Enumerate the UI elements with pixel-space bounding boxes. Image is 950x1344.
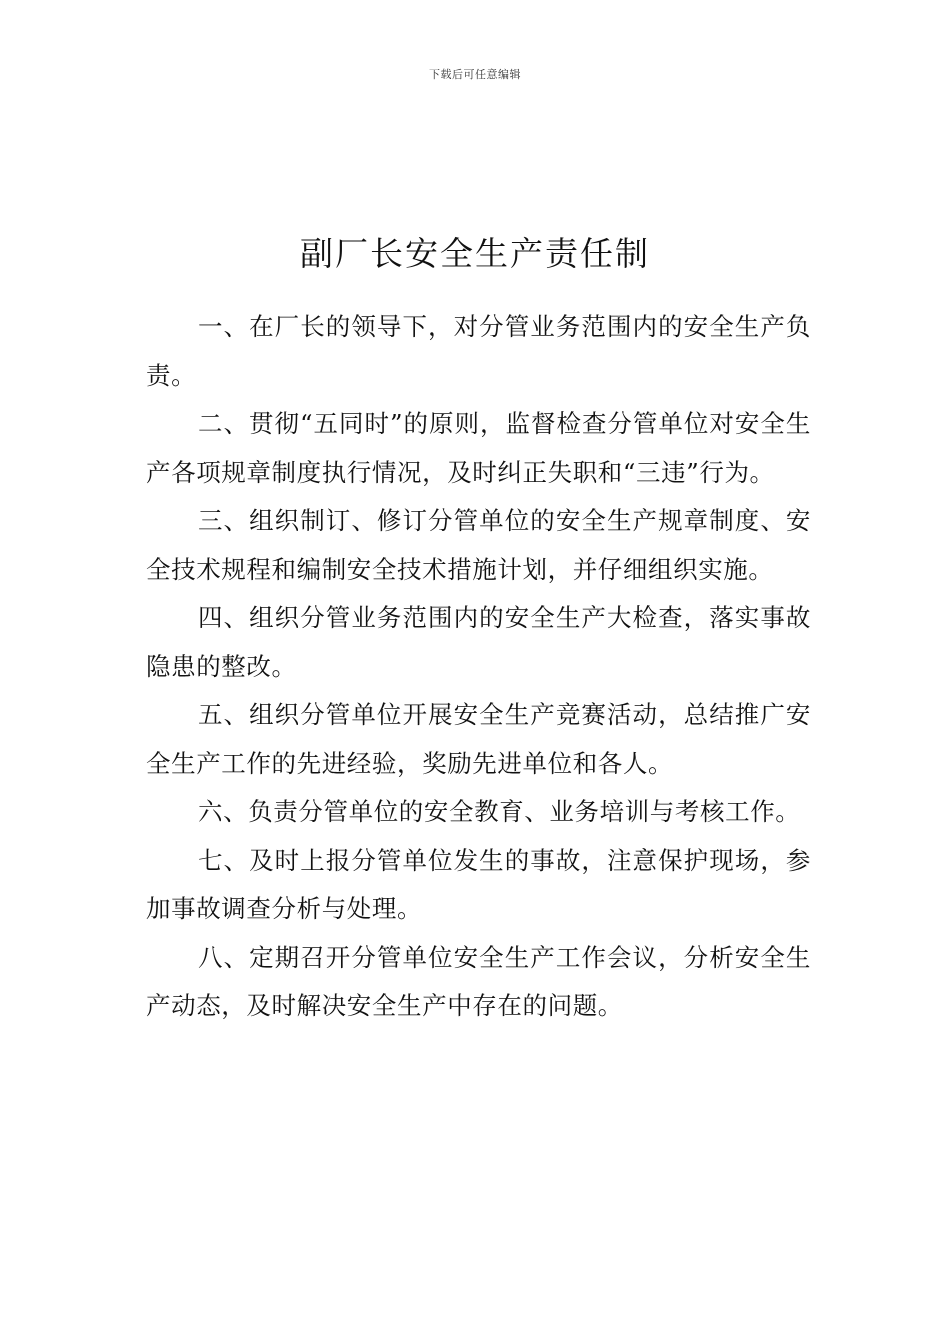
document-title: 副厂长安全生产责任制 [300, 234, 650, 273]
document-body [146, 303, 811, 1031]
paragraph-2: 二、贯彻“五同时”的原则，监督检查分管单位对安全生产各项规章制度执行情况，及时纠正失职和“三违”行为。 [146, 409, 811, 487]
paragraph-6: 六、负责分管单位的安全教育、业务培训与考核工作。 [198, 797, 801, 826]
paragraph-7: 七、及时上报分管单位发生的事故，注意保护现场，参加事故调查分析与处理。 [146, 845, 811, 923]
header-note: 下载后可任意编辑 [429, 68, 521, 81]
paragraph-4: 四、组织分管业务范围内的安全生产大检查，落实事故隐患的整改。 [146, 603, 811, 681]
paragraph-1: 一、在厂长的领导下，对分管业务范围内的安全生产负责。 [146, 312, 811, 390]
paragraph-3: 三、组织制订、修订分管单位的安全生产规章制度、安全技术规程和编制安全技术措施计划，并仔细组织实施。 [146, 506, 811, 584]
paragraph-5: 五、组织分管单位开展安全生产竞赛活动，总结推广安全生产工作的先进经验，奖励先进单位和各人。 [146, 700, 811, 778]
paragraph-8: 八、定期召开分管单位安全生产工作会议，分析安全生产动态，及时解决安全生产中存在的问题。 [146, 942, 811, 1020]
